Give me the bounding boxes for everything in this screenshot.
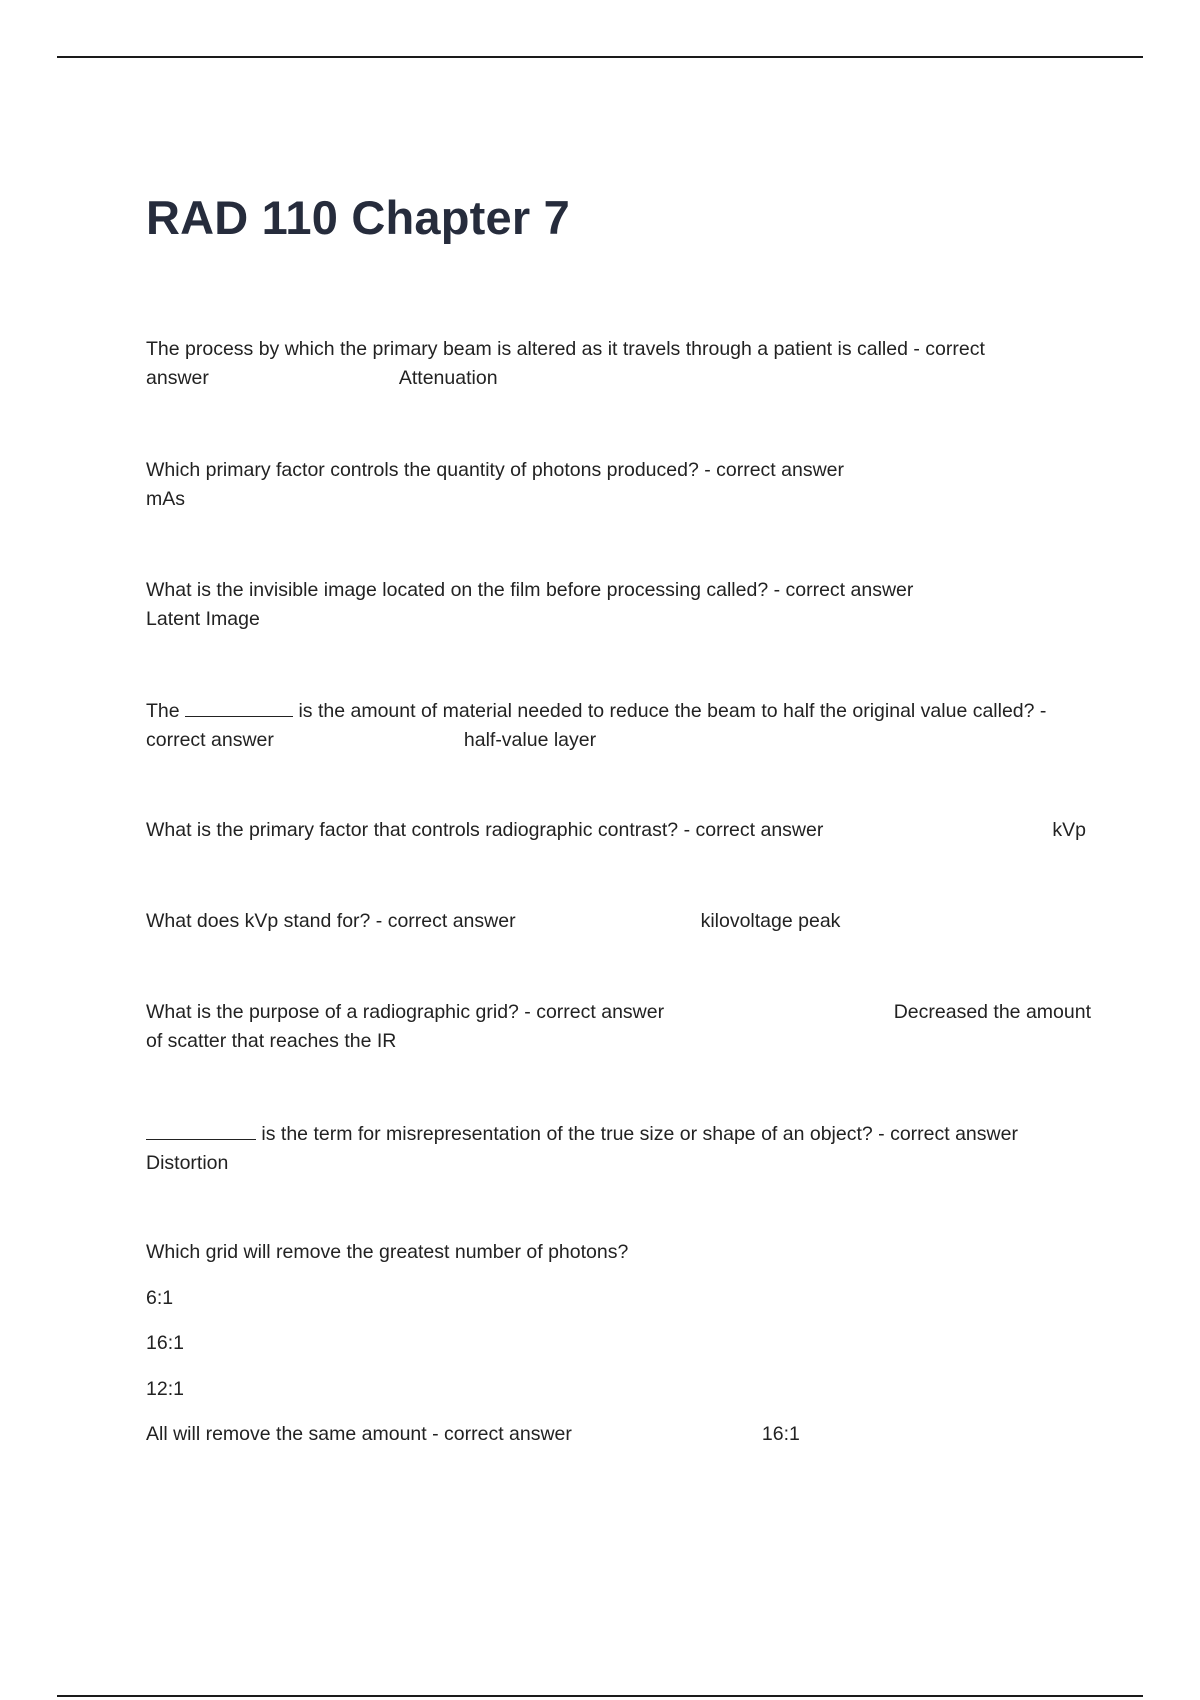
question-text: Which primary factor controls the quantity of photons produced? - correct answer [146, 459, 844, 481]
question-text: What is the purpose of a radiographic grid? - correct answer [146, 1001, 665, 1023]
qa-item-6 [146, 907, 1096, 936]
answer-text: Decreased the amount [893, 1001, 1091, 1023]
question-continuation: answer [146, 367, 209, 389]
answer-text: mAs [146, 488, 185, 510]
qa-item-3 [146, 576, 1096, 634]
question-text: is the amount of material needed to reduce the beam to half the original value called? - [298, 700, 1047, 722]
bottom-rule [57, 1695, 1143, 1697]
question-text: is the term for misrepresentation of the true size or shape of an object? - correct answer [261, 1123, 1018, 1145]
qa-item-1 [146, 335, 1096, 393]
qa-item-8 [146, 1119, 1096, 1178]
option-1: 6:1 [146, 1287, 174, 1309]
option-4-with-answer [146, 1420, 800, 1449]
option-3: 12:1 [146, 1378, 184, 1400]
answer-text: 16:1 [761, 1423, 800, 1445]
answer-text: Distortion [146, 1152, 229, 1174]
question-text: What is the primary factor that controls radiographic contrast? - correct answer [146, 819, 824, 841]
qa-item-4 [146, 696, 1096, 755]
top-rule [57, 56, 1143, 58]
page-title: RAD 110 Chapter 7 [146, 191, 570, 244]
fill-in-blank [146, 1119, 256, 1140]
question-continuation: correct answer [146, 729, 274, 751]
question-text: What does kVp stand for? - correct answer [146, 910, 516, 932]
answer-text: kilovoltage peak [700, 910, 841, 932]
qa-item-7 [146, 998, 1096, 1056]
answer-text: Attenuation [398, 367, 498, 389]
answer-text: half-value layer [463, 729, 597, 751]
question-text: Which grid will remove the greatest number of photons? [146, 1241, 629, 1263]
fill-in-blank [185, 696, 293, 717]
qa-item-5 [146, 816, 1096, 845]
question-prefix: The [146, 700, 180, 722]
question-text: The process by which the primary beam is altered as it travels through a patient is called - correct [146, 338, 985, 360]
answer-continuation: of scatter that reaches the IR [146, 1030, 397, 1052]
question-text: What is the invisible image located on the film before processing called? - correct answer [146, 579, 914, 601]
answer-text: kVp [1052, 819, 1086, 841]
option-2: 16:1 [146, 1332, 184, 1354]
qa-item-2 [146, 456, 1096, 514]
last-option-text: All will remove the same amount - correct answer [146, 1423, 572, 1445]
answer-text: Latent Image [146, 608, 260, 630]
